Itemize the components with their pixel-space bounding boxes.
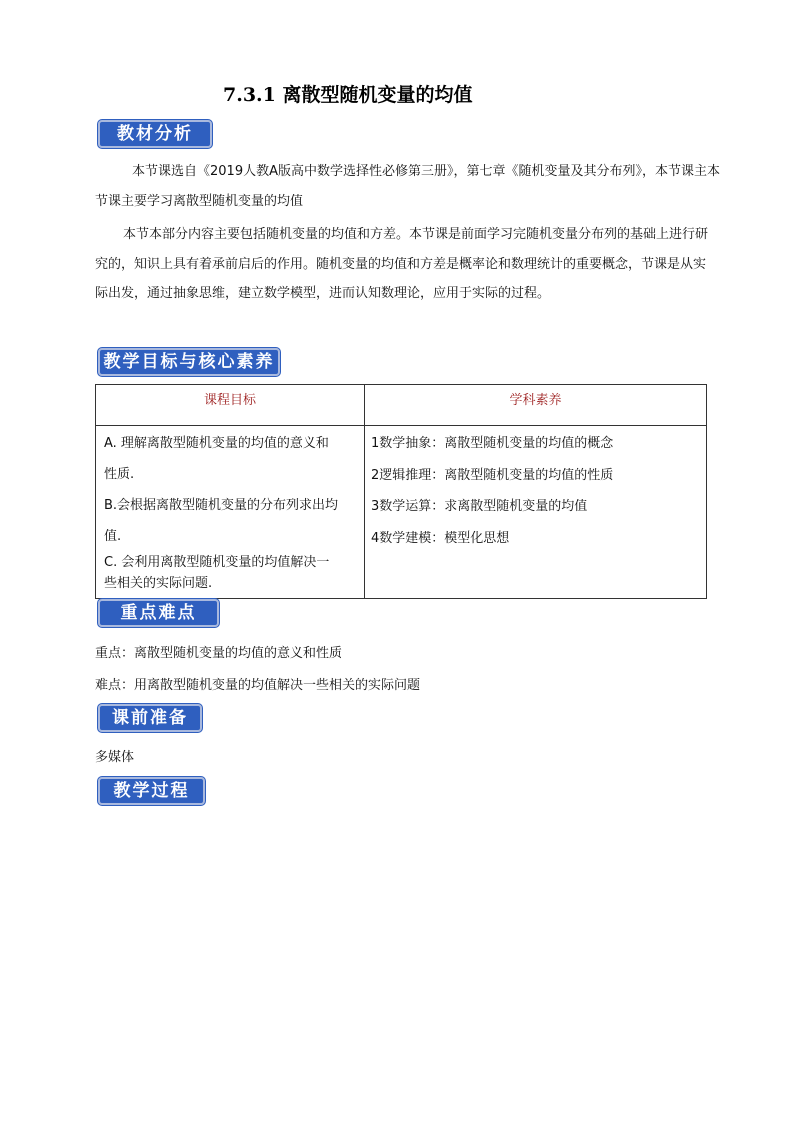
literacy-line: 4数学建模：模型化思想 (371, 530, 510, 546)
table-header-literacy: 学科素养 (365, 385, 707, 426)
objective-line: B.会根据离散型随机变量的分布列求出均 (104, 498, 339, 513)
objective-line: 值. (104, 529, 122, 544)
table-header-objectives: 课程目标 (96, 385, 365, 426)
analysis-paragraph-1: 本节课选自《2019人教A版高中数学选择性必修第三册》，第七章《随机变量及其分布列》，本节课主本节课主要学习离散型随机变量的均值 (95, 164, 720, 209)
analysis-paragraph-2: 本节本部分内容主要包括随机变量的均值和方差。本节课是前面学习完随机变量分布列的基础上进行研究的，知识上具有着承前启后的作用。随机变量的均值和方差是概率论和数理统计的重要概念，节课是从实际出发，通过抽象思维，建立数学模型，进而认知数理论，应用于实际的过程。 (95, 227, 709, 301)
objective-line: C. 会利用离散型随机变量的均值解决一 (104, 555, 330, 570)
goals-table (95, 384, 707, 599)
section-badge-analysis: 教材分析 (98, 120, 212, 148)
literacy-line: 1数学抽象：离散型随机变量的均值的概念 (371, 436, 614, 451)
preparation-text: 多媒体 (95, 750, 135, 765)
literacy-line: 3数学运算：求离散型随机变量的均值 (371, 499, 588, 514)
objective-line: A. 理解离散型随机变量的均值的意义和 (104, 436, 329, 451)
objective-line: 些相关的实际问题. (104, 576, 213, 591)
objective-line: 性质. (104, 467, 135, 482)
section-badge-goals: 教学目标与核心素养 (98, 348, 280, 376)
key-point-text: 重点：离散型随机变量的均值的意义和性质 (95, 646, 343, 661)
section-badge-preparation: 课前准备 (98, 704, 202, 732)
section-badge-process: 教学过程 (98, 777, 205, 805)
difficulty-text: 难点：用离散型随机变量的均值解决一些相关的实际问题 (95, 678, 421, 693)
literacy-line: 2逻辑推理：离散型随机变量的均值的性质 (371, 467, 614, 483)
section-badge-keypoints: 重点难点 (98, 599, 219, 627)
page-title: 7.3.1 离散型随机变量的均值 (223, 84, 473, 106)
objectives-cell (96, 426, 365, 599)
literacy-cell (365, 426, 707, 599)
